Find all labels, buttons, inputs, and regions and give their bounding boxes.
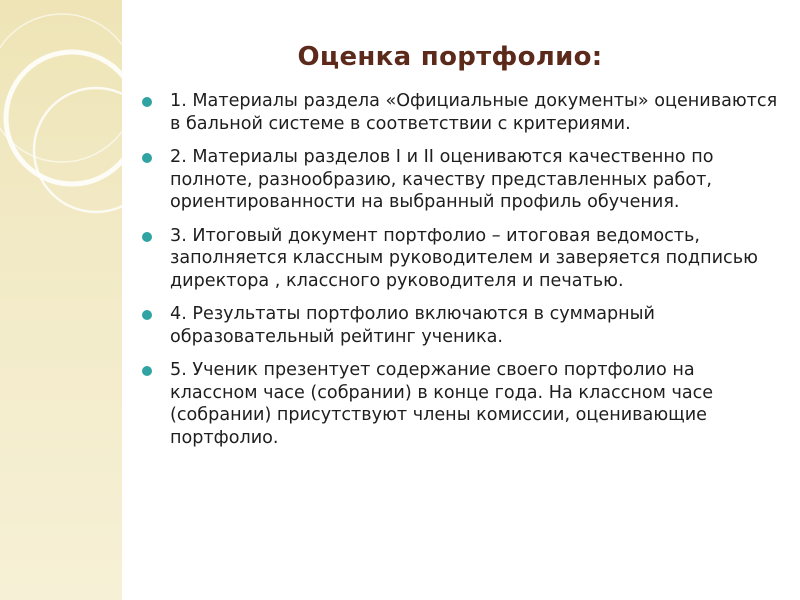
bullet-text: 2. Материалы разделов I и II оцениваются качественно по полноте, разнообразию, качеству представленных работ, ориентированности на выбранный профиль обучения. [170, 147, 714, 212]
bullet-dot-icon [142, 366, 152, 376]
bullet-dot-icon [142, 232, 152, 242]
bullet-dot-icon [142, 310, 152, 320]
bullet-dot-icon [142, 153, 152, 163]
bullet-dot-icon [142, 97, 152, 107]
bullet-item-5 [140, 359, 786, 449]
bullet-item-2 [140, 146, 786, 214]
slide-title: Оценка портфолио: [297, 42, 603, 72]
bullet-item-3 [140, 225, 786, 293]
bullet-text: 5. Ученик презентует содержание своего портфолио на классном часе (собрании) в конце года. На классном часе (собрании) присутствуют члены комиссии, оценивающие портфолио. [170, 360, 714, 448]
bullet-item-4 [140, 303, 786, 348]
bullet-text: 4. Результаты портфолио включаются в суммарный образовательный рейтинг ученика. [170, 304, 655, 347]
bullet-list [140, 90, 786, 460]
bullet-item-1 [140, 90, 786, 135]
bullet-text: 3. Итоговый документ портфолио – итоговая ведомость, заполняется классным руководителем и заверяется подписью директора , классного руководителя и печатью. [170, 225, 758, 291]
bullet-text: 1. Материалы раздела «Официальные документы» оцениваются в бальной системе в соответствии с критериями. [170, 91, 778, 134]
